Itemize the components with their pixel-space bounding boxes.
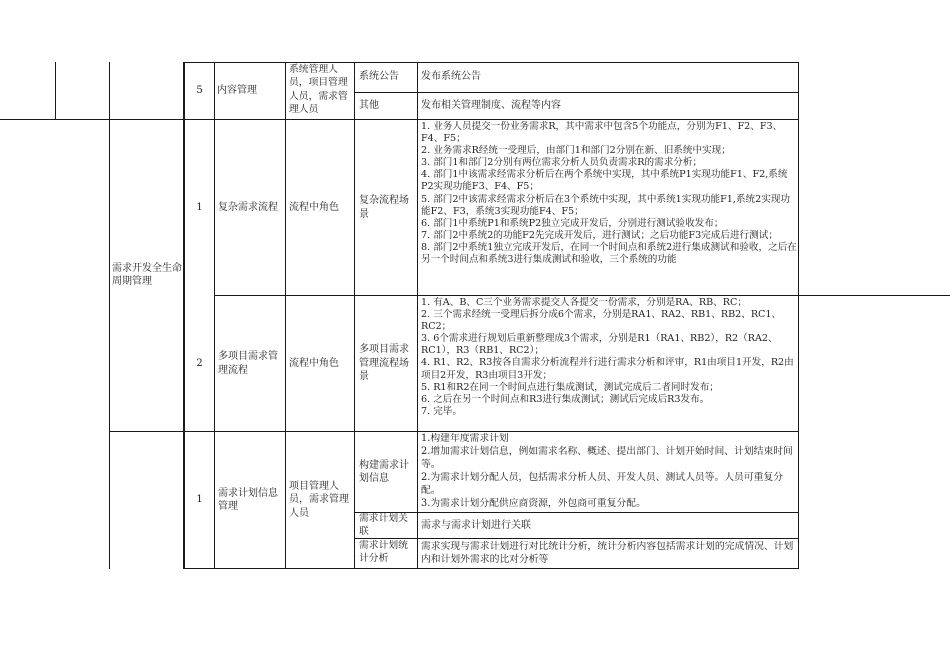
process-name: 多项目需求管理流程 bbox=[218, 351, 278, 376]
sub-item-lines bbox=[421, 433, 797, 513]
list-item: 2. 业务需求R经统一受理后，由部门1和部门2分别在新、旧系统中实现； bbox=[421, 145, 731, 157]
list-item: 2.为需求计划分配人员，包括需求分析人员、开发人员、测试人员等。人员可重复分配。 bbox=[421, 471, 784, 496]
list-item: 6. 部门1中系统P1和系统P2独立完成开发后，分别进行测试验收发布； bbox=[421, 217, 724, 229]
list-item: 1. 业务人员提交一份业务需求R，其中需求中包含5个功能点，分别为F1、F2、F3、F4、F5； bbox=[421, 121, 783, 145]
list-item: 3.为需求计划分配供应商资源，外包商可重复分配。 bbox=[421, 497, 646, 509]
sub-item-desc: 发布相关管理制度、流程等内容 bbox=[421, 99, 561, 111]
list-item: 1.构建年度需求计划 bbox=[421, 433, 509, 444]
role-cell: 项目管理人员，需求管理人员 bbox=[289, 480, 349, 519]
sub-item-name: 需求计划统计分析 bbox=[359, 540, 408, 564]
group-title: 需求开发全生命周期管理 bbox=[112, 262, 182, 287]
list-item: 4. 部门1中该需求经需求分析后在两个系统中实现，其中系统P1实现功能F1、F2,系统P2实现功能F3、F4、F5； bbox=[421, 169, 788, 193]
list-item: 1. 有A、B、C三个业务需求提交人各提交一份需求，分别是RA、RB、RC； bbox=[421, 297, 747, 308]
sub-item-name: 其他 bbox=[359, 99, 379, 111]
list-item: 5. R1和R2在同一个时间点进行集成测试，测试完成后二者同时发布； bbox=[421, 381, 719, 393]
sub-item-name: 需求计划关联 bbox=[359, 513, 408, 537]
scenario-name: 复杂流程场景 bbox=[359, 195, 409, 220]
sub-item-desc: 需求实现与需求计划进行对比统计分析，统计分析内容包括需求计划的完成情况、计划内和计划外需求的比对分析等 bbox=[421, 541, 794, 565]
sub-item-name: 系统公告 bbox=[359, 71, 399, 83]
row-index: 1 bbox=[196, 494, 203, 506]
scenario-steps bbox=[421, 297, 797, 431]
list-item: 8. 部门2中系统1独立完成开发后，在同一个时间点和系统2进行集成测试和验收，之后在另一个时间点和系统3进行集成测试和验收，三个系统的功能 bbox=[421, 241, 797, 266]
list-item: 7. 完毕。 bbox=[421, 405, 462, 417]
module-name: 需求计划信息管理 bbox=[218, 487, 278, 512]
list-item: 5. 部门2中该需求经需求分析后在3个系统中实现，其中系统1实现功能F1,系统2实现功能F2、F3，系统3实现功能F4、F5； bbox=[421, 193, 791, 217]
list-item: 2. 三个需求经统一受理后拆分成6个需求，分别是RA1、RA2、RB1、RB2、RC1、RC2； bbox=[421, 309, 782, 333]
list-item: 6. 之后在另一个时间点和R3进行集成测试；测试后完成后R3发布。 bbox=[421, 393, 710, 405]
module-name: 内容管理 bbox=[217, 84, 257, 96]
sub-item-desc: 发布系统公告 bbox=[421, 71, 481, 83]
role-cell: 流程中角色 bbox=[289, 357, 339, 369]
list-item: 3. 6个需求进行规划后重新整理成3个需求，分别是R1（RA1、RB2），R2（RA2、RC1），R3（RB1、RC2）； bbox=[421, 333, 778, 357]
process-name: 复杂需求流程 bbox=[218, 201, 278, 213]
row-index: 5 bbox=[196, 84, 203, 96]
role-cell: 流程中角色 bbox=[289, 201, 339, 213]
row-index: 1 bbox=[196, 201, 203, 213]
list-item: 4. R1、R2、R3按各自需求分析流程并行进行需求分析和评审，R1由项目1开发，R2由项目2开发，R3由项目3开发； bbox=[421, 357, 794, 381]
row-index: 2 bbox=[196, 357, 203, 369]
role-cell: 系统管理人员，项目管理人员，需求管理人员 bbox=[289, 64, 348, 116]
sub-item-name: 构建需求计划信息 bbox=[359, 459, 409, 484]
list-item: 7. 部门2中系统2的功能F2先完成开发后，进行测试；之后功能F3完成后进行测试； bbox=[421, 229, 778, 241]
scenario-name: 多项目需求管理流程场景 bbox=[359, 344, 409, 383]
list-item: 2.增加需求计划信息，例如需求名称、概述、提出部门、计划开始时间、计划结束时间等。 bbox=[421, 445, 793, 470]
scenario-steps bbox=[421, 121, 797, 299]
sub-item-desc: 需求与需求计划进行关联 bbox=[421, 519, 531, 531]
list-item: 3. 部门1和部门2分别有两位需求分析人员负责需求R的需求分析； bbox=[421, 157, 703, 169]
